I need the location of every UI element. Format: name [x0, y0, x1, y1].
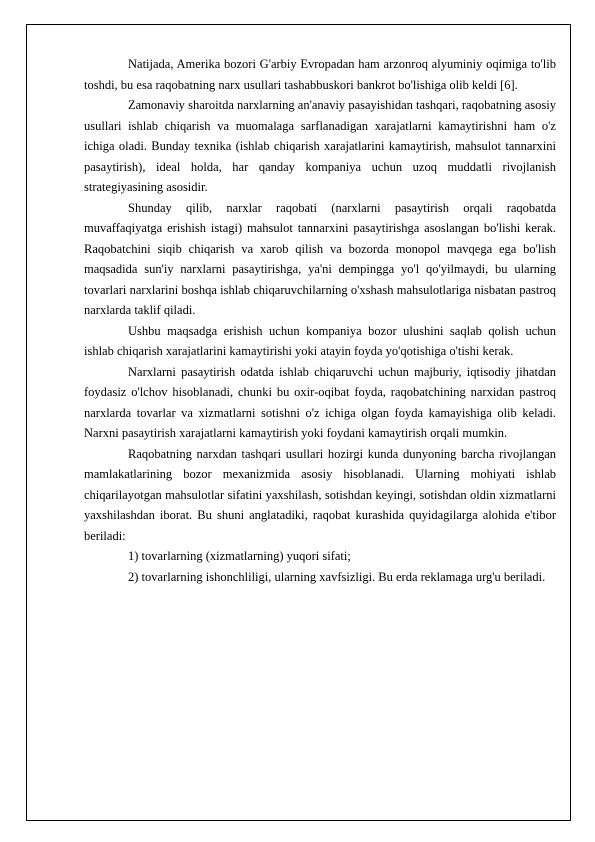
paragraph-3: Shunday qilib, narxlar raqobati (narxlarni pasaytirish orqali raqobatda muvaffaqiyatga erishish istagi) mahsulot tannarxini pasaytirishga asoslangan bo'lishi kerak. Raqobatchini siqib chiqarish va xarob qilish va bozorda monopol mavqega ega bo'lish maqsadida sun'iy narxlarni pasaytirishga, ya'ni dempingga yo'l qo'yilmaydi, bu ularning tovarlari narxlarini boshqa ishlab chiqaruvchilarning o'xshash mahsulotlariga nisbatan pastroq narxlarda taklif qiladi.	[84, 200, 556, 317]
list-item-1: 1) tovarlarning (xizmatlarning) yuqori sifati;	[128, 549, 351, 563]
paragraph-2: Zamonaviy sharoitda narxlarning an'anaviy pasayishidan tashqari, raqobatning asosiy usullari ishlab chiqarish va muomalaga sarflanadigan xarajatlarni kamaytirishni ham o'z ichiga oladi. Bunday texnika (ishlab chiqarish xarajatlarini kamaytirish, mahsulot tannarxini pasaytirish), ideal holda, har qanday kompaniya uchun uzoq muddatli rivojlanish strategiyasining asosidir.	[84, 98, 556, 194]
paragraph-1: Natijada, Amerika bozori G'arbiy Evropadan ham arzonroq alyuminiy oqimiga to'lib toshdi, bu esa raqobatning narx usullari tashabbuskori bankrot bo'lishiga olib keldi [6].	[84, 57, 556, 92]
paragraph-5: Narxlarni pasaytirish odatda ishlab chiqaruvchi uchun majburiy, iqtisodiy jihatdan foydasiz o'lchov hisoblanadi, chunki bu oxir-oqibat foyda, raqobatchining narxidan pastroq narxlarda tovarlar va xizmatlarni sotishni o'z ichiga olgan foyda kamayishiga olib keladi. Narxni pasaytirish xarajatlarni kamaytirish yoki foydani kamaytirish orqali mumkin.	[84, 364, 556, 440]
paragraph-4: Ushbu maqsadga erishish uchun kompaniya bozor ulushini saqlab qolish uchun ishlab chiqarish xarajatlarini kamaytirishi yoki atayin foyda yo'qotishiga o'tishi kerak.	[84, 323, 556, 358]
document-body	[84, 54, 556, 587]
paragraph-6: Raqobatning narxdan tashqari usullari hozirgi kunda dunyoning barcha rivojlangan mamlakatlarining bozor mexanizmida asosiy hisoblanadi. Ularning mohiyati ishlab chiqarilayotgan mahsulotlar sifatini yaxshilash, sotishdan keyingi, sotishdan oldin xizmatlarni yaxshilashdan iborat. Bu shuni anglatadiki, raqobat kurashida quyidagilarga alohida e'tibor beriladi:	[84, 446, 556, 543]
list-item-2: 2) tovarlarning ishonchliligi, ularning xavfsizligi. Bu erda reklamaga urg'u beriladi.	[128, 569, 546, 584]
